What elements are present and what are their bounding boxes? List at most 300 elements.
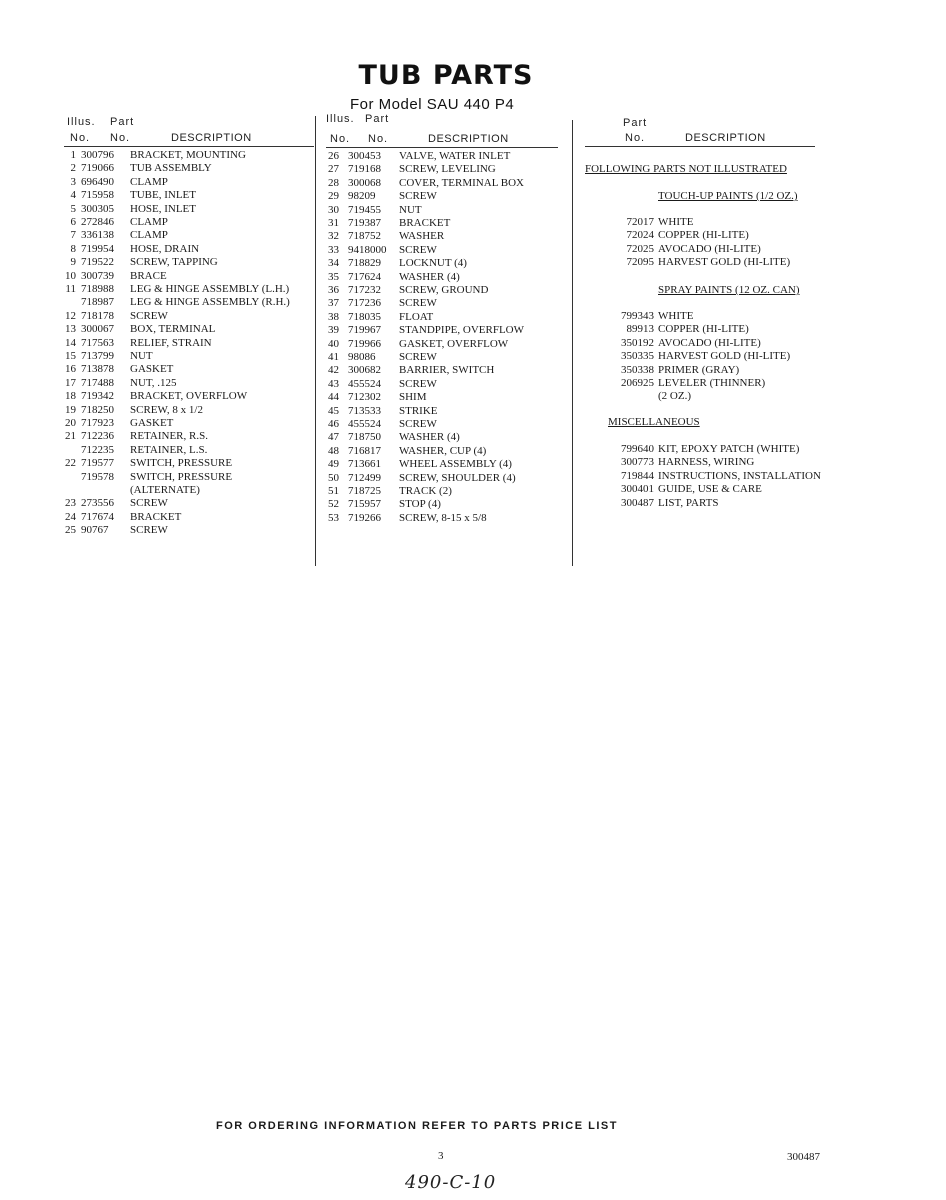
part-description: SCREW — [399, 351, 437, 363]
part-description: SCREW — [399, 297, 437, 310]
part-description: CLAMP — [130, 229, 168, 242]
illus-number: 26 — [328, 150, 339, 162]
part-description: AVOCADO (HI-LITE) — [658, 336, 761, 349]
illus-number: 21 — [65, 430, 76, 443]
table-row — [60, 484, 312, 497]
table-row — [60, 189, 312, 202]
part-description: SCREW — [130, 524, 168, 537]
illus-number: 12 — [65, 309, 76, 322]
part-number: 712499 — [348, 471, 381, 484]
table-row — [608, 456, 843, 469]
part-number: 718725 — [348, 485, 381, 497]
handwritten-note: 490-C-10 — [405, 1172, 497, 1193]
illus-number: 13 — [65, 323, 76, 336]
part-description: CLAMP — [130, 175, 168, 188]
part-number: 89913 — [626, 323, 654, 336]
part-number: 719577 — [81, 457, 114, 470]
table-row — [324, 378, 564, 391]
part-number: 696490 — [81, 175, 114, 188]
illus-number: 45 — [328, 404, 339, 417]
table-row — [60, 511, 312, 524]
illus-number: 18 — [65, 390, 76, 403]
col2-header-rule — [326, 147, 558, 148]
part-number: 72095 — [626, 256, 654, 269]
table-row — [608, 256, 838, 269]
part-description: SCREW — [399, 243, 437, 256]
part-description: VALVE, WATER INLET — [399, 150, 511, 162]
part-description: WHEEL ASSEMBLY (4) — [399, 458, 512, 471]
table-row — [608, 350, 838, 363]
part-description: SCREW — [399, 190, 437, 203]
part-number: 300453 — [348, 150, 381, 162]
part-description: SCREW, 8 x 1/2 — [130, 403, 203, 416]
illus-number: 46 — [328, 418, 339, 430]
part-number: 350192 — [621, 336, 654, 349]
part-description: GASKET, OVERFLOW — [399, 337, 509, 350]
illus-number: 17 — [65, 376, 76, 389]
illus-number: 49 — [328, 458, 339, 471]
illus-number: 11 — [65, 283, 76, 295]
part-description: PRIMER (GRAY) — [658, 363, 740, 376]
illus-number: 35 — [328, 270, 339, 283]
part-description: COPPER (HI-LITE) — [658, 323, 749, 336]
table-row — [324, 458, 564, 471]
part-number: 272846 — [81, 216, 114, 228]
table-row — [608, 497, 843, 510]
part-number: 719578 — [81, 470, 114, 483]
illus-number: 41 — [328, 351, 339, 363]
table-row — [60, 162, 312, 175]
part-description: NUT — [399, 203, 422, 216]
table-row — [324, 217, 564, 230]
part-description: TRACK (2) — [399, 485, 452, 497]
table-row — [324, 472, 564, 485]
col1-header-rule — [64, 146, 314, 147]
part-number: 455524 — [348, 418, 381, 430]
part-number: 300796 — [81, 149, 114, 161]
part-description: SCREW, LEVELING — [399, 163, 496, 176]
document-number: 300487 — [787, 1151, 820, 1163]
part-number: 717232 — [348, 284, 381, 296]
table-row — [324, 204, 564, 217]
col2-part-label: Part — [365, 113, 390, 125]
part-description: RETAINER, R.S. — [130, 430, 208, 443]
part-number: 718988 — [81, 283, 114, 295]
illus-number: 51 — [328, 485, 339, 497]
table-row — [324, 351, 564, 364]
table-row — [60, 283, 312, 296]
part-number: 273556 — [81, 497, 114, 510]
part-description: RETAINER, L.S. — [130, 443, 208, 456]
part-number: 799343 — [621, 310, 654, 322]
part-number: 715958 — [81, 189, 114, 202]
part-number: 300067 — [81, 323, 114, 336]
illus-number: 30 — [328, 203, 339, 216]
table-row — [324, 190, 564, 203]
part-description: TUB ASSEMBLY — [130, 162, 212, 175]
illus-number: 14 — [65, 336, 76, 349]
illus-number: 52 — [328, 498, 339, 511]
part-description: WHITE — [658, 310, 694, 322]
part-number: 717624 — [348, 270, 381, 283]
part-description: SCREW, SHOULDER (4) — [399, 471, 516, 484]
part-number: 719387 — [348, 217, 381, 229]
illus-number: 16 — [65, 363, 76, 376]
part-description: BRACKET — [130, 510, 182, 523]
part-number: 718250 — [81, 403, 114, 416]
illus-number: 22 — [65, 457, 76, 470]
table-row — [324, 418, 564, 431]
part-number: 712235 — [81, 443, 114, 456]
table-row — [60, 296, 312, 309]
part-description: BRACKET — [399, 217, 451, 229]
part-description: SCREW — [399, 377, 437, 390]
table-row — [608, 229, 838, 242]
col2-parts-list — [324, 150, 564, 530]
col1-no-label: No. — [70, 132, 91, 144]
column-divider-1 — [315, 116, 316, 566]
illus-number: 37 — [328, 297, 339, 310]
part-description: LEVELER (THINNER) — [658, 377, 766, 389]
part-number: 300739 — [81, 269, 114, 282]
table-row — [608, 323, 838, 336]
part-number: 717236 — [348, 297, 381, 310]
model-subtitle: For Model SAU 440 P4 — [350, 96, 515, 113]
illus-number: 2 — [70, 162, 76, 175]
part-number: 718750 — [348, 431, 381, 444]
part-number: 713878 — [81, 363, 114, 376]
part-description: (2 OZ.) — [658, 390, 691, 403]
part-description: SCREW, 8-15 x 5/8 — [399, 511, 487, 524]
col2-description-label: DESCRIPTION — [428, 133, 509, 145]
part-description: LEG & HINGE ASSEMBLY (L.H.) — [130, 283, 290, 295]
part-description: STANDPIPE, OVERFLOW — [399, 324, 525, 337]
part-number: 719844 — [621, 469, 654, 482]
table-row — [608, 216, 838, 229]
part-description: WASHER, CUP (4) — [399, 444, 487, 457]
illus-number: 32 — [328, 230, 339, 243]
table-row — [324, 324, 564, 337]
table-row — [324, 271, 564, 284]
part-number: 300487 — [621, 496, 654, 509]
table-row — [60, 390, 312, 403]
part-number: 719967 — [348, 324, 381, 337]
illus-number: 27 — [328, 163, 339, 176]
illus-number: 28 — [328, 176, 339, 189]
part-description: WASHER (4) — [399, 431, 460, 444]
part-number: 718987 — [81, 296, 114, 309]
part-description: GASKET — [130, 417, 174, 429]
part-description: BRACKET, OVERFLOW — [130, 390, 248, 403]
part-number: 719966 — [348, 337, 381, 350]
table-row — [60, 310, 312, 323]
part-description: BRACE — [130, 269, 167, 282]
part-number: 300068 — [348, 176, 381, 189]
part-number: 719266 — [348, 511, 381, 524]
part-number: 719168 — [348, 163, 381, 176]
part-number: 300401 — [621, 483, 654, 496]
illus-number: 44 — [328, 391, 339, 404]
table-row — [608, 364, 838, 377]
illus-number: 15 — [65, 350, 76, 362]
miscellaneous-heading: MISCELLANEOUS — [608, 416, 700, 428]
table-row — [324, 431, 564, 444]
part-number: 712302 — [348, 391, 381, 404]
illus-number: 36 — [328, 284, 339, 296]
part-description: WHITE — [658, 216, 694, 228]
part-description: STRIKE — [399, 404, 438, 417]
illus-number: 25 — [65, 524, 76, 537]
part-number: 716817 — [348, 444, 381, 457]
table-row — [324, 338, 564, 351]
table-row — [60, 149, 312, 162]
part-description: SHIM — [399, 391, 427, 404]
part-description: SCREW — [130, 497, 168, 510]
illus-number: 40 — [328, 337, 339, 350]
part-description: HARNESS, WIRING — [658, 456, 755, 469]
part-description: COVER, TERMINAL BOX — [399, 176, 524, 189]
miscellaneous-list — [608, 443, 843, 513]
table-row — [60, 176, 312, 189]
col1-description-label: DESCRIPTION — [171, 132, 252, 144]
table-row — [608, 470, 843, 483]
col3-no-label: No. — [625, 132, 646, 144]
column-divider-2 — [572, 120, 573, 566]
table-row — [608, 483, 843, 496]
part-description: WASHER (4) — [399, 270, 460, 283]
illus-number: 10 — [65, 269, 76, 282]
ordering-info: FOR ORDERING INFORMATION REFER TO PARTS PRICE LIST — [216, 1120, 618, 1132]
part-number: 72017 — [626, 216, 654, 228]
table-row — [324, 297, 564, 310]
part-description: HARVEST GOLD (HI-LITE) — [658, 350, 791, 363]
illus-number: 23 — [65, 497, 76, 510]
table-row — [60, 203, 312, 216]
part-number: 206925 — [621, 377, 654, 389]
part-number: 719954 — [81, 242, 114, 255]
illus-number: 31 — [328, 217, 339, 229]
table-row — [324, 498, 564, 511]
part-number: 300773 — [621, 456, 654, 469]
illus-number: 53 — [328, 511, 339, 524]
part-description: KIT, EPOXY PATCH (WHITE) — [658, 443, 800, 455]
part-number: 717674 — [81, 510, 114, 523]
table-row — [60, 524, 312, 537]
part-number: 455524 — [348, 377, 381, 390]
illus-number: 1 — [70, 149, 76, 161]
spray-paints-heading: SPRAY PAINTS (12 OZ. CAN) — [658, 284, 800, 296]
table-row — [60, 363, 312, 376]
illus-number: 29 — [328, 190, 339, 203]
table-row — [60, 256, 312, 269]
part-number: 717563 — [81, 336, 114, 349]
col3-header-rule — [585, 146, 815, 147]
part-description: SWITCH, PRESSURE — [130, 457, 233, 470]
part-number: 713661 — [348, 458, 381, 471]
table-row — [324, 177, 564, 190]
table-row — [324, 311, 564, 324]
illus-number: 5 — [70, 202, 76, 215]
part-number: 98209 — [348, 190, 376, 203]
col1-part-label: Part — [110, 116, 135, 128]
col2-no-label-2: No. — [368, 133, 389, 145]
part-description: SCREW, TAPPING — [130, 256, 218, 269]
part-description: (ALTERNATE) — [130, 484, 200, 496]
part-description: HOSE, DRAIN — [130, 242, 200, 255]
table-row — [324, 284, 564, 297]
part-description: CLAMP — [130, 216, 168, 228]
illus-number: 50 — [328, 471, 339, 484]
table-row — [60, 457, 312, 470]
table-row — [60, 337, 312, 350]
part-description: NUT — [130, 350, 153, 362]
illus-number: 6 — [70, 216, 76, 228]
illus-number: 8 — [70, 242, 76, 255]
part-number: 719455 — [348, 203, 381, 216]
col2-illus-label: Illus. — [326, 113, 355, 125]
part-number: 713533 — [348, 404, 381, 417]
illus-number: 20 — [65, 417, 76, 429]
part-description: SCREW — [130, 309, 168, 322]
part-number: 9418000 — [348, 243, 387, 256]
table-row — [60, 216, 312, 229]
table-row — [324, 150, 564, 163]
table-row — [60, 229, 312, 242]
illus-number: 39 — [328, 324, 339, 337]
part-number: 719066 — [81, 162, 114, 175]
page-title: TUB PARTS — [358, 60, 534, 91]
illus-number: 42 — [328, 364, 339, 377]
table-row — [60, 323, 312, 336]
page-number: 3 — [438, 1150, 444, 1162]
part-number: 336138 — [81, 229, 114, 242]
illus-number: 3 — [70, 175, 76, 188]
part-number: 718829 — [348, 257, 381, 270]
table-row — [324, 391, 564, 404]
col1-no-label-2: No. — [110, 132, 131, 144]
part-number: 715957 — [348, 498, 381, 511]
table-row — [324, 244, 564, 257]
part-description: WASHER — [399, 230, 445, 243]
part-description: SCREW, GROUND — [399, 284, 489, 296]
part-description: COPPER (HI-LITE) — [658, 229, 749, 242]
part-description: HOSE, INLET — [130, 202, 196, 215]
part-number: 90767 — [81, 524, 109, 537]
illus-number: 47 — [328, 431, 339, 444]
table-row — [324, 230, 564, 243]
part-description: LIST, PARTS — [658, 496, 719, 509]
table-row — [608, 390, 838, 403]
illus-number: 24 — [65, 510, 76, 523]
table-row — [324, 485, 564, 498]
part-number: 718752 — [348, 230, 381, 243]
illus-number: 38 — [328, 310, 339, 323]
table-row — [608, 243, 838, 256]
part-description: BOX, TERMINAL — [130, 323, 216, 336]
touchup-paints-heading: TOUCH-UP PAINTS (1/2 OZ.) — [658, 190, 798, 202]
not-illustrated-heading: FOLLOWING PARTS NOT ILLUSTRATED — [585, 163, 787, 175]
illus-number: 9 — [70, 256, 76, 269]
col1-illus-label: Illus. — [67, 116, 96, 128]
table-row — [60, 270, 312, 283]
illus-number: 7 — [70, 229, 76, 242]
col1-parts-list — [60, 149, 312, 549]
table-row — [608, 310, 838, 323]
part-number: 718178 — [81, 309, 114, 322]
table-row — [324, 364, 564, 377]
part-description: SCREW — [399, 418, 437, 430]
table-row — [60, 497, 312, 510]
part-description: TUBE, INLET — [130, 189, 196, 202]
illus-number: 43 — [328, 377, 339, 390]
table-row — [60, 444, 312, 457]
col3-part-label: Part — [623, 117, 648, 129]
part-number: 717923 — [81, 417, 114, 429]
part-number: 72025 — [626, 242, 654, 255]
table-row — [60, 377, 312, 390]
part-number: 719522 — [81, 256, 114, 269]
illus-number: 4 — [70, 189, 76, 202]
table-row — [60, 243, 312, 256]
part-description: STOP (4) — [399, 498, 441, 511]
part-number: 300682 — [348, 364, 381, 377]
part-number: 799640 — [621, 443, 654, 455]
illus-number: 33 — [328, 243, 339, 256]
part-description: AVOCADO (HI-LITE) — [658, 242, 761, 255]
table-row — [324, 512, 564, 525]
part-description: HARVEST GOLD (HI-LITE) — [658, 256, 791, 269]
part-description: GASKET — [130, 363, 174, 376]
part-description: LOCKNUT (4) — [399, 257, 467, 270]
part-number: 719342 — [81, 390, 114, 403]
part-description: INSTRUCTIONS, INSTALLATION — [658, 469, 821, 482]
part-number: 713799 — [81, 350, 114, 362]
table-row — [60, 404, 312, 417]
illus-number: 48 — [328, 444, 339, 457]
part-description: NUT, .125 — [130, 376, 177, 389]
table-row — [60, 350, 312, 363]
table-row — [608, 337, 838, 350]
part-number: 712236 — [81, 430, 114, 443]
illus-number: 19 — [65, 403, 76, 416]
table-row — [324, 405, 564, 418]
table-row — [324, 163, 564, 176]
touchup-paints-list — [608, 216, 838, 276]
part-number: 98086 — [348, 351, 376, 363]
table-row — [608, 377, 838, 390]
table-row — [60, 471, 312, 484]
part-description: LEG & HINGE ASSEMBLY (R.H.) — [130, 296, 290, 309]
part-number: 350338 — [621, 363, 654, 376]
table-row — [608, 443, 843, 456]
table-row — [60, 430, 312, 443]
part-number: 72024 — [626, 229, 654, 242]
illus-number: 34 — [328, 257, 339, 270]
part-description: RELIEF, STRAIN — [130, 336, 212, 349]
part-description: BARRIER, SWITCH — [399, 364, 495, 377]
table-row — [324, 257, 564, 270]
part-description: FLOAT — [399, 310, 434, 323]
part-number: 300305 — [81, 202, 114, 215]
part-description: SWITCH, PRESSURE — [130, 470, 233, 483]
col2-no-label: No. — [330, 133, 351, 145]
table-row — [60, 417, 312, 430]
part-number: 350335 — [621, 350, 654, 363]
table-row — [324, 445, 564, 458]
part-description: BRACKET, MOUNTING — [130, 149, 246, 161]
col3-description-label: DESCRIPTION — [685, 132, 766, 144]
spray-paints-list — [608, 310, 838, 405]
